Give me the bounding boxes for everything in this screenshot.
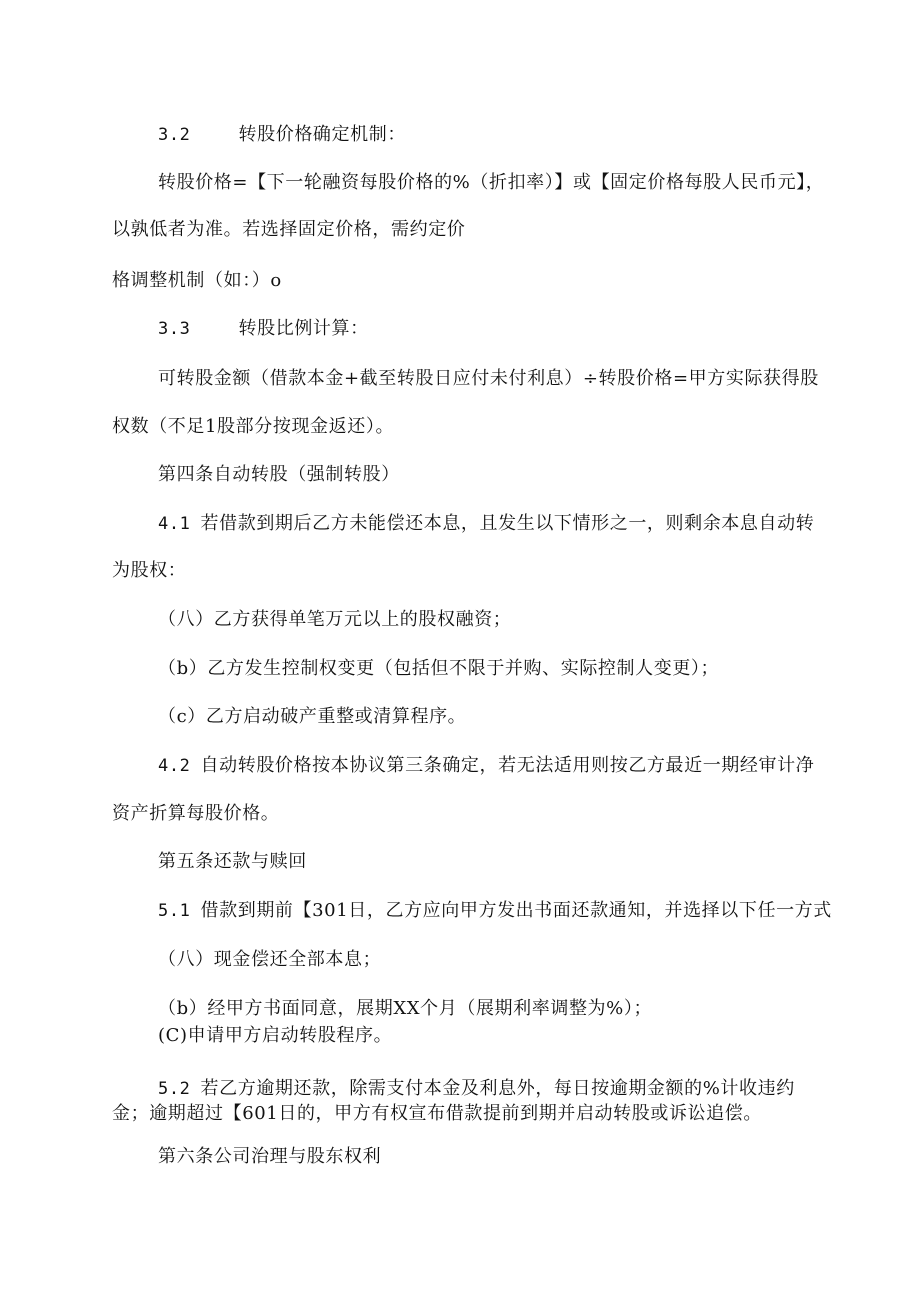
paragraph-line: 转股价格=【下一轮融资每股价格的%（折扣率）】或【固定价格每股人民币元】，: [158, 172, 825, 193]
paragraph-line: 格调整机制（如：）o: [112, 270, 282, 291]
paragraph-line: 为股权：: [112, 560, 187, 581]
list-item-a: （八）乙方获得单笔万元以上的股权融资；: [158, 609, 512, 630]
paragraph-line: 金；逾期超过【601日的，甲方有权宣布借款提前到期并启动转股或诉讼追偿。: [112, 1103, 762, 1124]
section-text: 自动转股价格按本协议第三条确定，若无法适用则按乙方最近一期经审计净: [200, 755, 815, 776]
paragraph-line: 权数（不足1股部分按现金返还）。: [112, 416, 395, 437]
section-number: 5.1: [158, 901, 191, 921]
section-number: 5.2: [158, 1079, 191, 1099]
paragraph-line: 可转股金额（借款本金+截至转股日应付未付利息）÷转股价格=甲方实际获得股: [158, 368, 819, 389]
section-text: 借款到期前【301日，乙方应向甲方发出书面还款通知，并选择以下任一方式: [200, 900, 832, 921]
section-text: 若借款到期后乙方未能偿还本息，且发生以下情形之一，则剩余本息自动转: [200, 513, 815, 534]
paragraph-line: 以孰低者为准。若选择固定价格，需约定价: [112, 219, 466, 240]
section-number: 4.2: [158, 756, 191, 776]
section-number: 4.1: [158, 514, 191, 534]
section-number: 3.2: [158, 125, 191, 145]
article-6-title: 第六条公司治理与股东权利: [158, 1146, 382, 1167]
section-3-2-heading: [158, 124, 406, 146]
section-5-2-line: [158, 1078, 795, 1100]
section-4-2-line: [158, 755, 814, 777]
list-item-b: （b）经甲方书面同意，展期XX个月（展期利率调整为%）；: [158, 998, 653, 1019]
section-number: 3.3: [158, 319, 191, 339]
list-item-a: （八）现金偿还全部本息；: [158, 949, 382, 970]
list-item-c: （c）乙方启动破产重整或清算程序。: [158, 706, 467, 727]
list-item-b: （b）乙方发生控制权变更（包括但不限于并购、实际控制人变更）；: [158, 658, 720, 679]
section-title: 转股比例计算：: [238, 318, 369, 339]
section-5-1-line: [158, 900, 832, 922]
article-5-title: 第五条还款与赎回: [158, 851, 307, 872]
paragraph-line: 资产折算每股价格。: [112, 803, 280, 824]
list-item-c: (C)申请甲方启动转股程序。: [158, 1025, 393, 1046]
section-text: 若乙方逾期还款，除需支付本金及利息外，每日按逾期金额的%计收违约: [200, 1078, 795, 1099]
article-4-title: 第四条自动转股（强制转股）: [158, 464, 400, 485]
section-3-3-heading: [158, 318, 369, 340]
section-title: 转股价格确定机制：: [238, 124, 406, 145]
section-4-1-line: [158, 513, 814, 535]
